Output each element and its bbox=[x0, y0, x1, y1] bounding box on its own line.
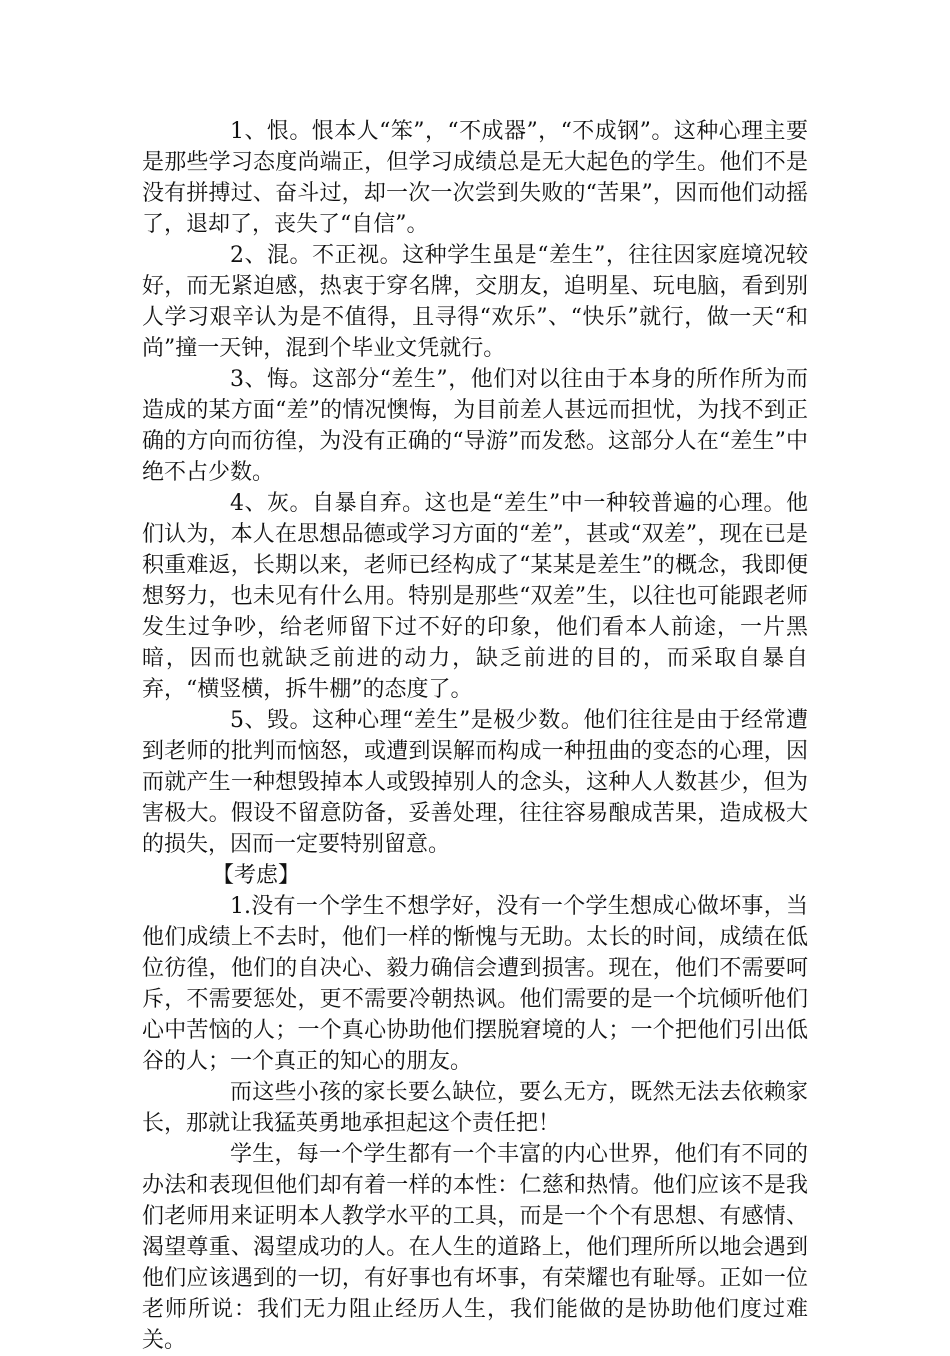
paragraph-destroy: 5、毁。这种心理“差生”是极少数。他们往往是由于经常遭到老师的批判而恼怒，或遭到误解而构成一种扭曲的变态的心理，因而就产生一种想毁掉本人或毁掉别人的念头，这种人人数甚少，但为害极大。假设不留意防备，妥善处理，往往容易酿成苦果，造成极大的损失，因而一定要特别留意。 bbox=[142, 708, 808, 857]
paragraph-hate: 1、恨。恨本人“笨”，“不成器”，“不成钢”。这种心理主要是那些学习态度尚端正，但学习成绩总是无大起色的学生。他们不是没有拼搏过、奋斗过，却一次一次尝到失败的“苦果”，因而他们动摇了，退却了，丧失了“自信”。 bbox=[142, 119, 808, 237]
paragraph-reflection-1: 1.没有一个学生不想学好，没有一个学生想成心做坏事，当他们成绩上不去时，他们一样的惭愧与无助。太长的时间，成绩在低位彷徨，他们的自决心、毅力确信会遭到损害。现在，他们不需要呵斥，不需要惩处，更不需要冷朝热讽。他们需要的是一个坑倾听他们心中苦恼的人；一个真心协助他们摆脱窘境的人；一个把他们引出低谷的人；一个真正的知心的朋友。 bbox=[142, 894, 808, 1074]
section-heading: 【考虑】 bbox=[212, 863, 301, 888]
document-body bbox=[142, 116, 808, 1356]
paragraph-reflection-3: 学生，每一个学生都有一个丰富的内心世界，他们有不同的办法和表现但他们却有着一样的本性：仁慈和热情。他们应该不是我们老师用来证明本人教学水平的工具，而是一个个有思想、有感情、渴望尊重、渴望成功的人。在人生的道路上，他们理所所以地会遇到他们应该遇到的一切，有好事也有坏事，有荣耀也有耻辱。正如一位老师所说：我们无力阻止经历人生，我们能做的是协助他们度过难关。 bbox=[142, 1142, 808, 1353]
paragraph-despair: 4、灰。自暴自弃。这也是“差生”中一种较普遍的心理。他们认为，本人在思想品德或学习方面的“差”，甚或“双差”，现在已是积重难返，长期以来，老师已经构成了“某某是差生”的概念，我即便想努力，也未见有什么用。特别是那些“双差”生，以往也可能跟老师发生过争吵，给老师留下过不好的印象，他们看本人前途，一片黑暗，因而也就缺乏前进的动力，缺乏前进的目的，而采取自暴自弃，“横竖横，拆牛棚”的态度了。 bbox=[142, 491, 808, 702]
paragraph-muddle: 2、混。不正视。这种学生虽是“差生”，往往因家庭境况较好，而无紧迫感，热衷于穿名牌，交朋友，追明星、玩电脑，看到别人学习艰辛认为是不值得，且寻得“欢乐”、“快乐”就行，做一天“和尚”撞一天钟，混到个毕业文凭就行。 bbox=[142, 243, 808, 361]
paragraph-reflection-2: 而这些小孩的家长要么缺位，要么无方，既然无法去依赖家长，那就让我猛英勇地承担起这个责任把！ bbox=[142, 1080, 808, 1136]
paragraph-regret: 3、悔。这部分“差生”，他们对以往由于本身的所作所为而造成的某方面“差”的情况懊悔，为目前差人甚远而担忧，为找不到正确的方向而彷徨，为没有正确的“导游”而发愁。这部分人在“差生”中绝不占少数。 bbox=[142, 367, 808, 485]
